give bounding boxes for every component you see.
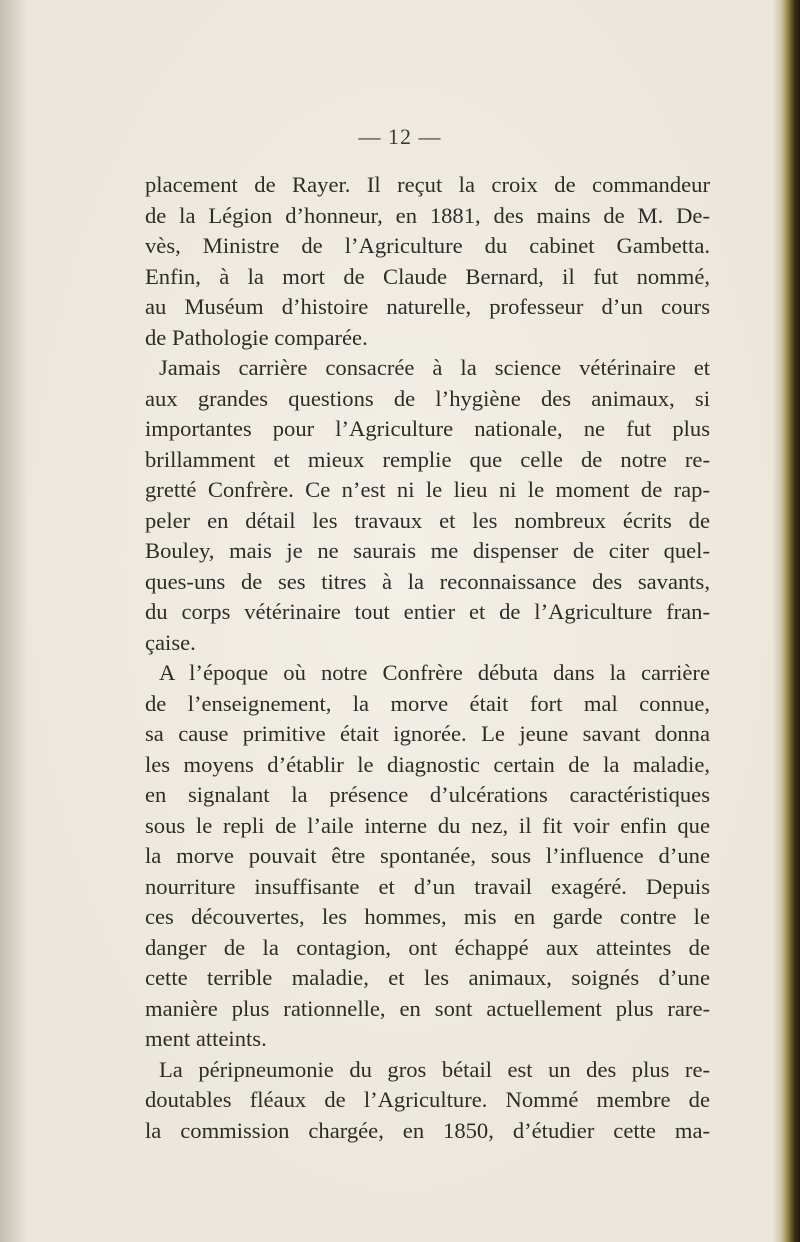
- text-line: Bouley, mais je ne saurais me dispenser de citer quel-: [145, 538, 710, 563]
- page-gutter-shadow: [0, 0, 28, 1242]
- text-line: de la Légion d’honneur, en 1881, des mains de M. De-: [145, 202, 710, 228]
- page-number: — 12 —: [358, 124, 442, 149]
- text-line: les moyens d’établir le diagnostic certain de la maladie,: [145, 751, 710, 777]
- text-line: de l’enseignement, la morve était fort mal connue,: [145, 690, 710, 716]
- text-line: nourriture insuffisante et d’un travail exagéré. Depuis: [145, 873, 710, 899]
- text-line: sous le repli de l’aile interne du nez, il fit voir enfin que: [145, 812, 710, 838]
- text-line: sa cause primitive était ignorée. Le jeune savant donna: [145, 721, 710, 746]
- text-line: ques-uns de ses titres à la reconnaissance des savants,: [145, 568, 710, 594]
- text-line: ces découvertes, les hommes, mis en garde contre le: [145, 904, 710, 929]
- text-line: placement de Rayer. Il reçut la croix de commandeur: [145, 172, 710, 197]
- text-line: aux grandes questions de l’hygiène des animaux, si: [145, 385, 710, 411]
- text-line: importantes pour l’Agriculture nationale, ne fut plus: [145, 416, 710, 441]
- text-line: brillamment et mieux remplie que celle de notre re-: [145, 446, 710, 472]
- text-line: cette terrible maladie, et les animaux, soignés d’une: [145, 965, 710, 990]
- book-binding-edge: [782, 0, 800, 1242]
- text-line: du corps vétérinaire tout entier et de l’Agriculture fran-: [145, 599, 710, 624]
- binding-shadow: [772, 0, 782, 1242]
- text-line: Jamais carrière consacrée à la science vétérinaire et: [159, 355, 710, 380]
- text-line: la morve pouvait être spontanée, sous l’influence d’une: [145, 843, 710, 868]
- body-text: [145, 170, 710, 1146]
- text-line: la commission chargée, en 1850, d’étudier cette ma-: [145, 1117, 710, 1143]
- text-line: La péripneumonie du gros bétail est un des plus re-: [159, 1056, 710, 1082]
- text-line: ment atteints.: [145, 1026, 267, 1051]
- text-line: A l’époque où notre Confrère débuta dans la carrière: [159, 660, 710, 685]
- text-line: au Muséum d’histoire naturelle, professeur d’un cours: [145, 294, 710, 319]
- text-line: en signalant la présence d’ulcérations caractéristiques: [145, 782, 710, 807]
- text-line: vès, Ministre de l’Agriculture du cabinet Gambetta.: [145, 233, 710, 258]
- text-line: danger de la contagion, ont échappé aux atteintes de: [145, 934, 710, 960]
- text-line: de Pathologie comparée.: [145, 324, 368, 350]
- text-line: peler en détail les travaux et les nombreux écrits de: [145, 507, 710, 533]
- text-line: Enfin, à la mort de Claude Bernard, il fut nommé,: [145, 263, 710, 289]
- text-line: doutables fléaux de l’Agriculture. Nommé membre de: [145, 1087, 710, 1112]
- text-line: gretté Confrère. Ce n’est ni le lieu ni le moment de rap-: [145, 477, 710, 502]
- text-line: çaise.: [145, 629, 196, 655]
- text-line: manière plus rationnelle, en sont actuellement plus rare-: [145, 995, 710, 1021]
